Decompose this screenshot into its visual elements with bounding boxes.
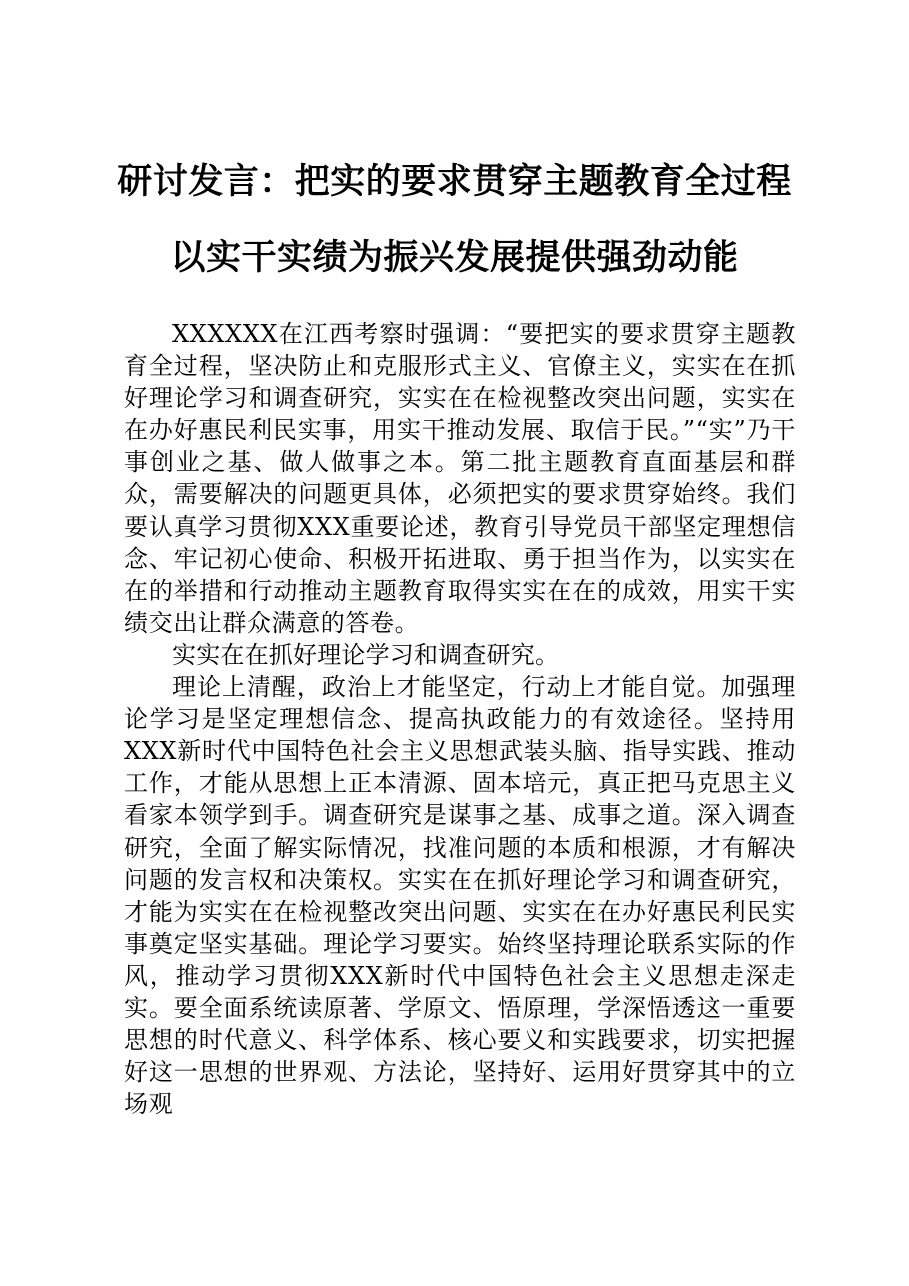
paragraph-theory-study: 理论上清醒，政治上才能坚定，行动上才能自觉。加强理论学习是坚定理想信念、提高执政能力的有效途径。坚持用XXX新时代中国特色社会主义思想武装头脑、指导实践、推动工作，才能从思想上正本清源、固本培元，真正把马克思主义看家本领学到手。调查研究是谋事之基、成事之道。深入调查研究，全面了解实际情况，找准问题的本质和根源，才有解决问题的发言权和决策权。实实在在抓好理论学习和调查研究，才能为实实在在检视整改突出问题、实实在在办好惠民利民实事奠定坚实基础。理论学习要实。始终坚持理论联系实际的作风，推动学习贯彻XXX新时代中国特色社会主义思想走深走实。要全面系统读原著、学原文、悟原理，学深悟透这一重要思想的时代意义、科学体系、核心要义和实践要求，切实把握好这一思想的世界观、方法论，坚持好、运用好贯穿其中的立场观 (124, 673, 796, 1119)
document-body (124, 318, 796, 1120)
document-title: 研讨发言：把实的要求贯穿主题教育全过程以实干实绩为振兴发展提供强劲动能 (117, 162, 792, 278)
section-heading: 实实在在抓好理论学习和调查研究。 (172, 640, 560, 669)
paragraph-intro: XXXXXX在江西考察时强调：“要把实的要求贯穿主题教育全过程，坚决防止和克服形式主义、官僚主义，实实在在抓好理论学习和调查研究，实实在在检视整改突出问题，实实在在办好惠民利民实事，用实干推动发展、取信于民。”“实”乃干事创业之基、做人做事之本。第二批主题教育直面基层和群众，需要解决的问题更具体，必须把实的要求贯穿始终。我们要认真学习贯彻XXX重要论述，教育引导党员干部坚定理想信念、牢记初心使命、积极开拓进取、勇于担当作为，以实实在在的举措和行动推动主题教育取得实实在在的成效，用实干实绩交出让群众满意的答卷。 (124, 320, 796, 637)
